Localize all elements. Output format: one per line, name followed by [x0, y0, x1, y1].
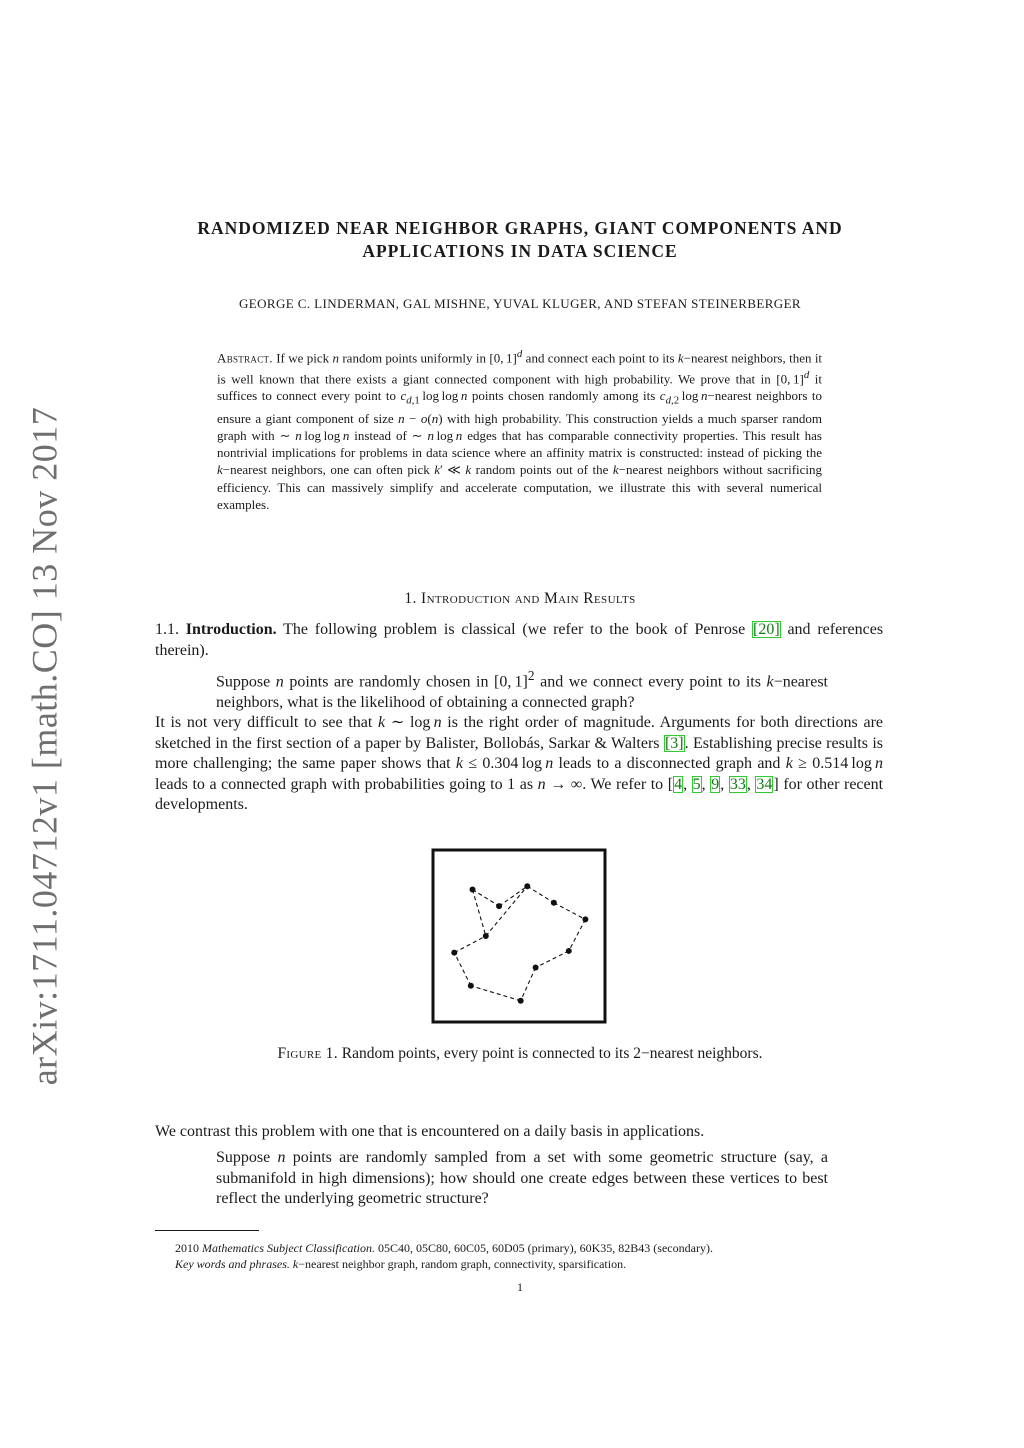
- graph-edge: [554, 903, 586, 920]
- graph-edge: [536, 951, 569, 968]
- graph-edge: [527, 886, 554, 903]
- footnote-msc: 2010 Mathematics Subject Classification. 05C40, 05C80, 60C05, 60D05 (primary), 60K35, 82B43 (secondary).: [175, 1241, 713, 1255]
- graph-point: [468, 983, 474, 989]
- intro-paragraph: 1.1. Introduction. The following problem is classical (we refer to the book of Penrose [20] and references therein).: [155, 621, 884, 659]
- graph-point: [451, 950, 457, 956]
- citation-link[interactable]: [3]: [664, 734, 684, 752]
- page-number: 1: [517, 1280, 523, 1294]
- abstract: Abstract. If we pick n random points uniformly in [0, 1]$^d$ and connect each point to its k−nearest neighbors, then it is well known that there exists a giant connected component with high probability. We prove that in [0, 1]$^d$ it suffices to connect every point to $c_{d,1}$ log log n points chosen randomly among its $c_{d,2}$ log n−nearest neighbors to ensure a giant component of size n − o(n) with high probability. This construction yields a much sparser random graph with ∼ n log log n instead of ∼ n log n edges that has comparable connectivity properties. This result has nontrivial implications for problems in data science where an affinity matrix is constructed: instead of picking the k−nearest neighbors, one can often pick k′ ≪ k random points out of the k−nearest neighbors without sacrificing efficiency. This can massively simplify and accelerate computation, we illustrate this with several numerical examples.: [217, 348, 823, 512]
- figure-label: Figure 1.: [277, 1045, 338, 1062]
- graph-point: [551, 900, 557, 906]
- contrast-paragraph: We contrast this problem with one that is encountered on a daily basis in applications.: [155, 1123, 705, 1140]
- graph-point: [533, 965, 539, 971]
- graph-point: [483, 933, 489, 939]
- graph-point: [496, 903, 502, 909]
- author-list: GEORGE C. LINDERMAN, GAL MISHNE, YUVAL KLUGER, AND STEFAN STEINERBERGER: [239, 296, 801, 311]
- paper-title: RANDOMIZED NEAR NEIGHBOR GRAPHS, GIANT COMPONENTS AND APPLICATIONS IN DATA SCIENCE: [197, 218, 843, 261]
- problem-statement-1: Suppose n points are randomly chosen in [0, 1]$^2$ and we connect every point to its k−nearest neighbors, what is the likelihood of obtaining a connected graph?: [216, 668, 828, 711]
- graph-edge: [471, 986, 521, 1001]
- section-heading: 1. Introduction and Main Results: [404, 590, 636, 607]
- footnote-rule: [155, 1230, 259, 1231]
- figure-caption: Figure 1. Random points, every point is connected to its 2−nearest neighbors.: [277, 1045, 763, 1062]
- graph-point: [566, 948, 572, 954]
- graph-point: [582, 916, 588, 922]
- figure-frame: [433, 850, 605, 1022]
- citation-link[interactable]: 34: [756, 775, 773, 793]
- graph-edge: [521, 968, 536, 1001]
- abstract-label: Abstract.: [217, 350, 273, 366]
- subsection-heading: Introduction.: [185, 621, 277, 638]
- graph-point: [518, 998, 524, 1004]
- footnote-keywords: Key words and phrases. k−nearest neighbor graph, random graph, connectivity, sparsification.: [175, 1257, 627, 1271]
- figure-knn-graph: [430, 847, 608, 1025]
- citation-link[interactable]: [20]: [752, 621, 780, 638]
- background-paragraph: It is not very difficult to see that k ∼ log n is the right order of magnitude. Arguments for both directions are sketched in the first section of a paper by Balister, Bollobás, Sarkar & Walters [3]. Establishing precise results is more challenging; the same paper shows that k ≤ 0.304 log n leads to a disconnected graph and k ≥ 0.514 log n leads to a connected graph with probabilities going to 1 as n → ∞. We refer to [4, 5, 9, 33, 34] for other recent developments.: [155, 714, 884, 814]
- graph-point: [524, 883, 530, 889]
- graph-edge: [454, 953, 471, 986]
- graph-edge: [569, 919, 586, 951]
- graph-point: [470, 887, 476, 893]
- arxiv-identifier-stamp: arXiv:1711.04712v1 [math.CO] 13 Nov 2017: [24, 406, 65, 1086]
- citation-link[interactable]: 4: [674, 775, 683, 793]
- citation-link[interactable]: 5: [692, 775, 701, 793]
- citation-link[interactable]: 33: [729, 775, 746, 793]
- graph-edge: [473, 890, 486, 936]
- graph-edge: [486, 886, 528, 936]
- citation-link[interactable]: 9: [711, 775, 720, 793]
- problem-statement-2: Suppose n points are randomly sampled from a set with some geometric structure (say, a submanifold in high dimensions); how should one create edges between these vertices to best reflect the underlying geometric structure?: [216, 1149, 829, 1208]
- graph-edge: [454, 936, 486, 953]
